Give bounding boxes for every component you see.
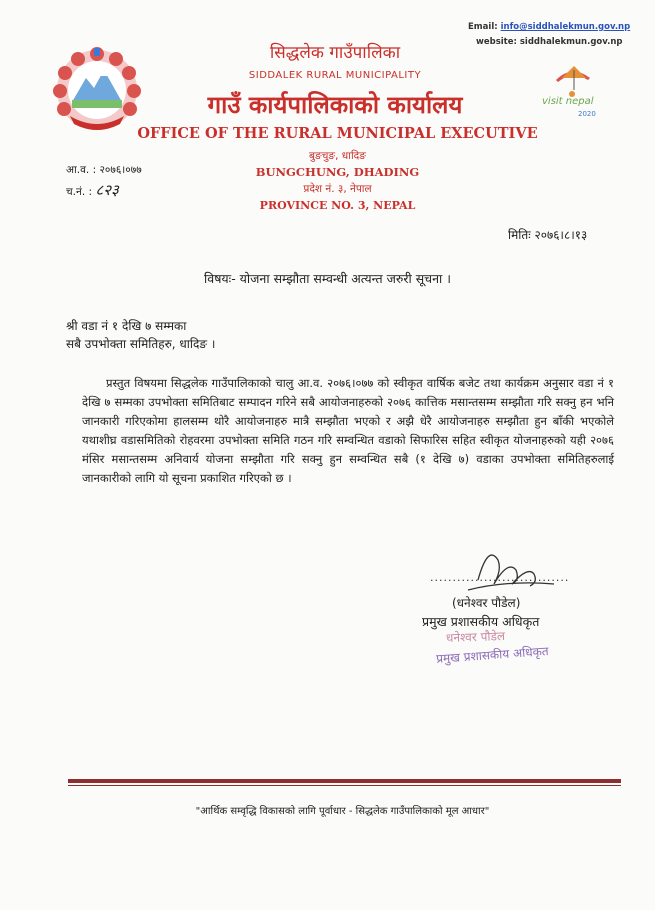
signature-dots: ............................... xyxy=(430,571,570,584)
addressee-line-1: श्री वडा नं १ देखि ७ सम्मका xyxy=(66,319,187,333)
visit-nepal-text: visit nepal xyxy=(542,96,594,107)
place-np: बुङचुङ, धादिङ xyxy=(309,150,366,162)
office-title-np: गाउँ कार्यपालिकाको कार्यालय xyxy=(207,91,463,119)
province-np: प्रदेश नं. ३, नेपाल xyxy=(303,183,372,195)
reference-number: ८२३ xyxy=(95,181,119,199)
stamp-title: प्रमुख प्रशासकीय अधिकृत xyxy=(435,644,550,666)
email-label: Email: xyxy=(468,22,498,32)
fiscal-year-line xyxy=(66,163,142,177)
subject-line: विषयः- योजना सम्झौता सम्वन्धी अत्यन्त जरुरी सूचना । xyxy=(204,271,451,286)
municipality-name-np: सिद्धलेक गाउँपालिका xyxy=(269,43,401,63)
municipality-name-en: SIDDALEK RURAL MUNICIPALITY xyxy=(248,70,422,81)
stamp-name: धनेश्वर पौडेल xyxy=(445,628,506,646)
province-en: PROVINCE NO. 3, NEPAL xyxy=(259,199,416,212)
visit-nepal-year: 2020 xyxy=(578,110,596,118)
signatory-name: (धनेश्वर पौडेल) xyxy=(452,596,521,610)
reference-number-line xyxy=(66,180,119,200)
footer-rule-thin xyxy=(68,785,621,786)
notice-body: प्रस्तुत विषयमा सिद्धलेक गाउँपालिकाको चालु आ.व. २०७६।०७७ को स्वीकृत वार्षिक बजेट तथा कार्यक्रम अनुसार वडा नं १ देखि ७ सम्मका उपभोक्ता समितिबाट सम्पादन गरिने सबै आयोजनाहरुको २०७६ कात्तिक मसान्तसम्म सम्झौता गरि सक्नु हन भनि जानकारी गरिएकोमा हालसम्म थोरै आयोजनाहरु मात्रै सम्झौता भएको र अझै धेरै आयोजनाहरु सम्झौता हुन बाँकी भएकोले यथाशीघ्र वडासमितिको रोहवरमा उपभोक्ता समिति गठन गरि सम्वन्धित वडाको सिफारिस सहित स्वीकृत योजनाहरुको यही २०७६ मंसिर मसान्तसम्म अनिवार्य योजना सम्झौता गरि सक्नु हुन सम्वन्धित सबै (१ देखि ७) वडाका उपभोक्ता समितिहरुलाई जानकारीको लागि यो सूचना प्रकाशित गरिएको छ । xyxy=(82,376,614,485)
letter-date: मितिः २०७६।८।१३ xyxy=(508,228,588,242)
email-link[interactable]: info@siddhalekmun.gov.np xyxy=(500,22,631,32)
signatory-title: प्रमुख प्रशासकीय अधिकृत xyxy=(422,614,540,629)
email-row xyxy=(468,22,630,32)
addressee-line-2: सबै उपभोक्ता समितिहरु, धादिङ । xyxy=(66,337,216,351)
reference-label: च.नं. : xyxy=(66,186,93,198)
website-label: website: xyxy=(476,37,517,47)
website-value[interactable]: siddhalekmun.gov.np xyxy=(519,37,623,47)
fiscal-year-label: आ.व. : xyxy=(66,164,97,176)
footer-rule xyxy=(68,779,621,783)
handwritten-signature xyxy=(458,540,558,594)
office-title-en: OFFICE OF THE RURAL MUNICIPAL EXECUTIVE xyxy=(137,125,538,142)
footer-motto: "आर्थिक सम्वृद्धि विकासको लागि पूर्वाधार - सिद्धलेक गाउँपालिकाको मूल आधार" xyxy=(195,806,490,817)
place-en: BUNGCHUNG, DHADING xyxy=(255,165,420,179)
fiscal-year-value: २०७६।०७७ xyxy=(99,164,142,176)
